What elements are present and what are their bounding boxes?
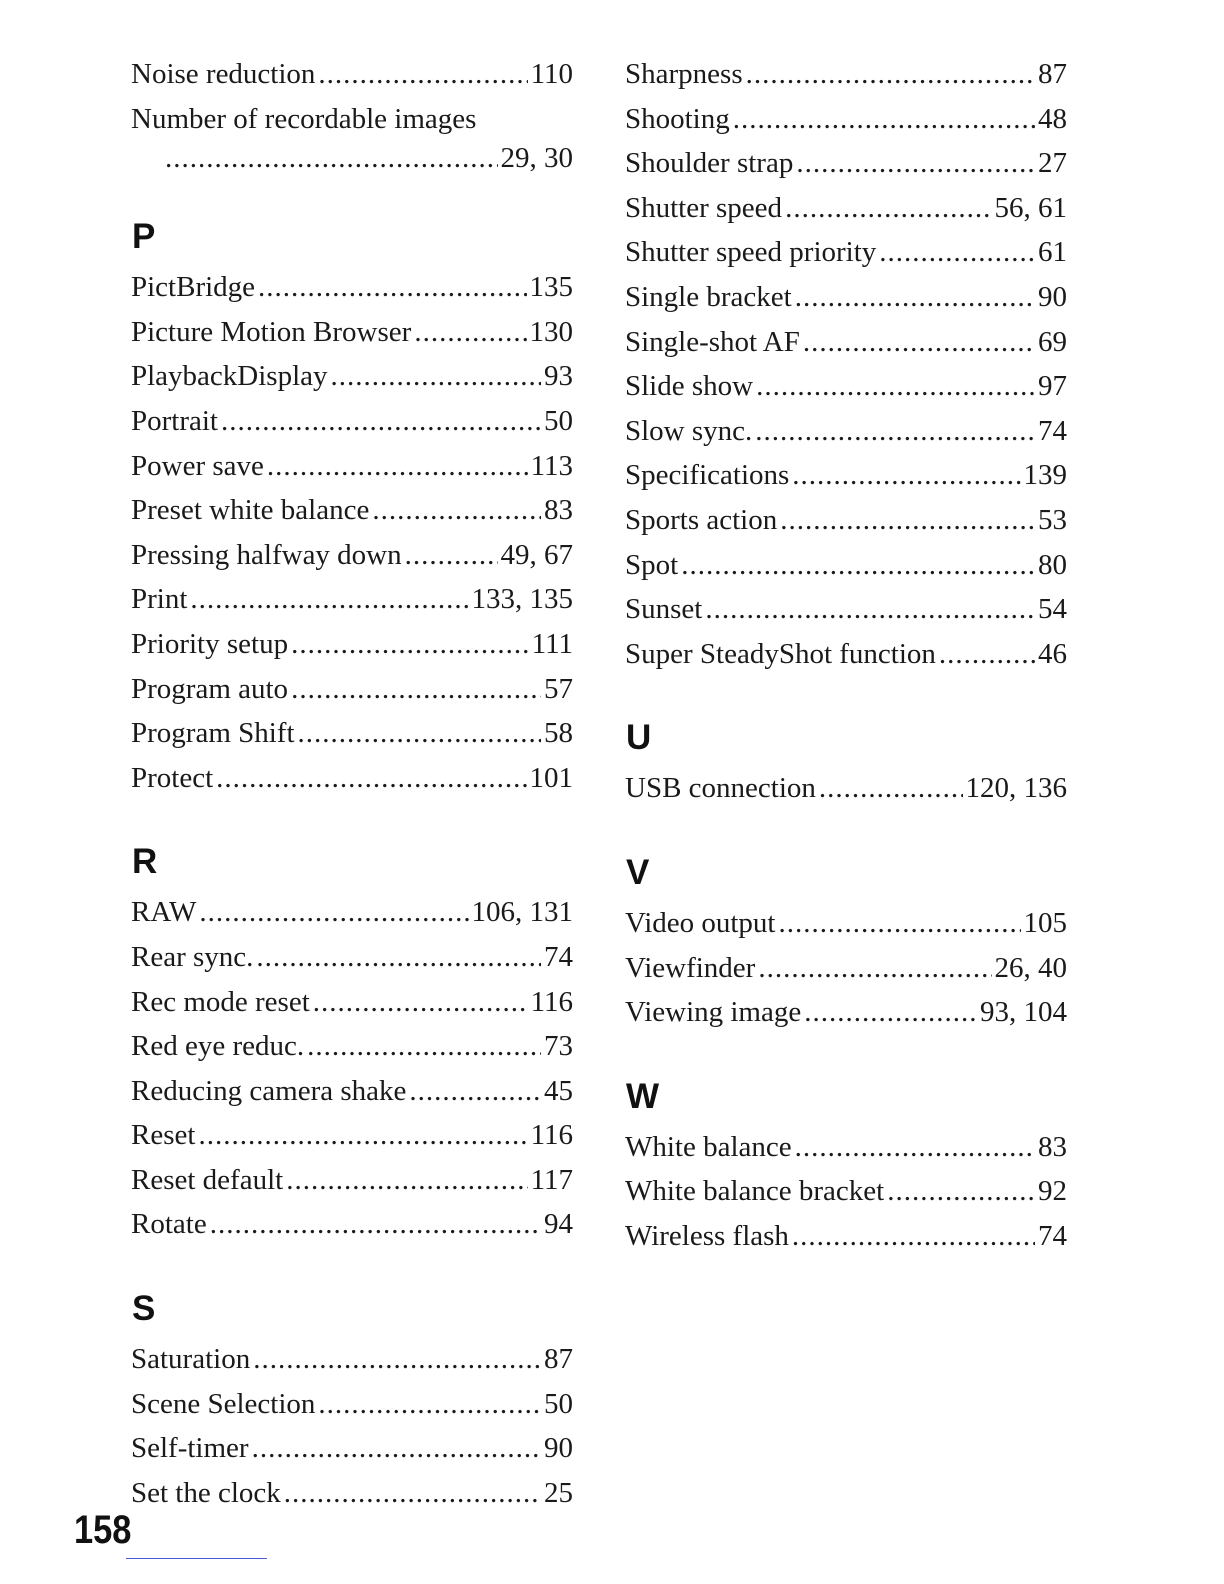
entry-page-ref: 56, 61 xyxy=(994,191,1067,224)
index-entry-slide-show xyxy=(625,364,1067,409)
entry-page-ref: 110 xyxy=(530,58,573,90)
entry-term: Single bracket xyxy=(625,280,792,313)
index-entry-program-auto xyxy=(131,667,573,712)
dot-leader xyxy=(879,230,1035,275)
index-entry-red-eye-reduc xyxy=(131,1024,573,1069)
dot-leader xyxy=(819,766,963,811)
index-entry-super-steadyshot-function xyxy=(625,632,1067,677)
page-number: 158 xyxy=(74,1508,132,1552)
entry-term: Rec mode reset xyxy=(131,985,310,1018)
entry-page-ref: 49, 67 xyxy=(500,538,573,571)
entry-term: White balance xyxy=(625,1130,792,1163)
entry-term: Saturation xyxy=(131,1343,251,1376)
index-entry-shooting xyxy=(625,97,1067,142)
dot-leader xyxy=(804,990,977,1035)
entry-term: Super SteadyShot function xyxy=(625,637,936,670)
entry-page-ref: 50 xyxy=(544,404,573,437)
index-column-right xyxy=(625,52,1067,1258)
index-entry-viewing-image xyxy=(625,990,1067,1035)
index-entry-picture-motion-browser xyxy=(131,310,573,355)
entry-term: USB connection xyxy=(625,772,816,805)
index-entry-rec-mode-reset xyxy=(131,980,573,1025)
index-section-continued xyxy=(625,52,1067,676)
entry-term: PictBridge xyxy=(131,271,256,304)
index-entry-usb-connection xyxy=(625,766,1067,811)
index-entry-program-shift xyxy=(131,711,573,756)
entry-term: Noise reduction xyxy=(131,58,316,90)
entry-term: Print xyxy=(131,583,188,616)
dot-leader xyxy=(414,310,526,355)
entry-term: Slide show xyxy=(625,370,754,403)
entry-term: Viewfinder xyxy=(625,951,756,984)
dot-leader xyxy=(792,1214,1035,1259)
index-entry-scene-selection xyxy=(131,1382,573,1427)
entry-term: Number of recordable images xyxy=(131,102,477,135)
dot-leader xyxy=(758,946,991,991)
index-entry-protect xyxy=(131,756,573,801)
index-entry-viewfinder xyxy=(625,946,1067,991)
section-letter: V xyxy=(626,852,650,892)
dot-leader xyxy=(253,1337,541,1382)
entry-page-ref: 97 xyxy=(1038,370,1067,403)
index-entry-slow-sync xyxy=(625,409,1067,454)
dot-leader xyxy=(252,1426,541,1471)
entry-term: RAW xyxy=(131,896,197,929)
entry-page-ref: 53 xyxy=(1038,503,1067,536)
entry-page-ref: 93, 104 xyxy=(980,996,1067,1029)
entry-term: Sports action xyxy=(625,503,778,536)
index-entry-preset-white-balance xyxy=(131,488,573,533)
dot-leader xyxy=(318,1382,541,1427)
dot-leader xyxy=(939,632,1035,677)
index-entry-saturation xyxy=(131,1337,573,1382)
index-section-w xyxy=(625,1073,1067,1259)
entry-page-ref: 111 xyxy=(531,627,573,660)
dot-leader xyxy=(165,141,498,175)
index-column-left xyxy=(131,52,573,1515)
dot-leader xyxy=(780,498,1035,543)
dot-leader xyxy=(795,275,1035,320)
entry-page-ref: 83 xyxy=(544,494,573,527)
entry-page-ref: 54 xyxy=(1038,593,1067,626)
entry-term: Shutter speed xyxy=(625,191,783,224)
dot-leader xyxy=(258,265,526,310)
index-entry-print xyxy=(131,577,573,622)
index-entry-pictbridge xyxy=(131,265,573,310)
index-entry-portrait xyxy=(131,399,573,444)
entry-page-ref: 57 xyxy=(544,672,573,705)
dot-leader xyxy=(291,667,541,712)
entry-term: Reset default xyxy=(131,1163,284,1196)
entry-term: Picture Motion Browser xyxy=(131,315,412,348)
entry-term: Specifications xyxy=(625,459,790,492)
section-letter: U xyxy=(626,718,652,758)
index-section-p xyxy=(131,213,573,800)
entry-page-ref: 27 xyxy=(1038,147,1067,180)
index-entry-set-the-clock xyxy=(131,1471,573,1516)
index-entry-rear-sync xyxy=(131,935,573,980)
entry-term: Reset xyxy=(131,1119,196,1152)
entry-term: Viewing image xyxy=(625,996,802,1029)
entry-term: Slow sync. xyxy=(625,414,753,447)
index-entry-sharpness xyxy=(625,52,1067,97)
dot-leader xyxy=(705,587,1035,632)
entry-page-ref: 135 xyxy=(529,271,573,304)
index-entry-shutter-speed-priority xyxy=(625,230,1067,275)
entry-page-ref: 105 xyxy=(1023,906,1067,939)
section-letter: P xyxy=(132,217,156,257)
entry-term: Sharpness xyxy=(625,58,743,90)
index-entry-specifications xyxy=(625,453,1067,498)
entry-term: Preset white balance xyxy=(131,494,370,527)
dot-leader xyxy=(307,1024,541,1069)
dot-leader xyxy=(779,901,1021,946)
entry-term: Shooting xyxy=(625,102,730,135)
dot-leader xyxy=(199,890,468,935)
index-entry-single-bracket xyxy=(625,275,1067,320)
index-entry-white-balance xyxy=(625,1125,1067,1170)
index-section-v xyxy=(625,849,1067,1035)
index-entry-shoulder-strap xyxy=(625,141,1067,186)
index-entry-white-balance-bracket xyxy=(625,1169,1067,1214)
entry-term: Program auto xyxy=(131,672,289,705)
entry-page-ref: 26, 40 xyxy=(994,951,1067,984)
entry-term: Self-timer xyxy=(131,1432,249,1465)
dot-leader xyxy=(221,399,541,444)
entry-page-ref: 117 xyxy=(530,1163,573,1196)
index-entry-noise-reduction xyxy=(131,52,573,97)
entry-page-ref: 93 xyxy=(544,360,573,393)
entry-page-ref: 45 xyxy=(544,1074,573,1107)
entry-page-ref: 120, 136 xyxy=(965,772,1067,805)
entry-page-ref: 106, 131 xyxy=(471,896,573,929)
entry-term: Sunset xyxy=(625,593,703,626)
entry-term: Shoulder strap xyxy=(625,147,794,180)
entry-page-ref: 61 xyxy=(1038,236,1067,269)
index-entry-video-output xyxy=(625,901,1067,946)
index-entry-number-of-recordable-images xyxy=(131,97,573,176)
dot-leader xyxy=(267,444,528,489)
dot-leader xyxy=(681,543,1035,588)
dot-leader xyxy=(756,364,1035,409)
dot-leader xyxy=(733,97,1035,142)
dot-leader xyxy=(210,1202,541,1247)
entry-page-ref: 90 xyxy=(1038,280,1067,313)
dot-leader xyxy=(795,1125,1035,1170)
index-entry-rotate xyxy=(131,1202,573,1247)
dot-leader xyxy=(256,935,541,980)
index-entry-priority-setup xyxy=(131,622,573,667)
index-section-r xyxy=(131,838,573,1247)
index-entry-raw xyxy=(131,890,573,935)
dot-leader xyxy=(284,1471,541,1516)
dot-leader xyxy=(190,577,468,622)
dot-leader xyxy=(198,1113,527,1158)
section-letter: W xyxy=(626,1076,660,1116)
index-entry-reducing-camera-shake xyxy=(131,1069,573,1114)
dot-leader xyxy=(313,980,528,1025)
index-entry-reset-default xyxy=(131,1158,573,1203)
dot-leader xyxy=(405,533,498,578)
entry-page-ref: 74 xyxy=(544,940,573,973)
dot-leader xyxy=(785,186,991,231)
entry-page-ref: 113 xyxy=(530,449,573,482)
dot-leader xyxy=(746,52,1035,97)
dot-leader xyxy=(286,1158,527,1203)
entry-term: Power save xyxy=(131,449,264,482)
entry-page-ref: 46 xyxy=(1038,637,1067,670)
dot-leader xyxy=(372,488,541,533)
entry-term: Set the clock xyxy=(131,1476,281,1509)
entry-term: Reducing camera shake xyxy=(131,1074,407,1107)
entry-page-ref: 80 xyxy=(1038,548,1067,581)
entry-term: Wireless flash xyxy=(625,1219,789,1252)
entry-page-ref: 48 xyxy=(1038,102,1067,135)
entry-page-ref: 87 xyxy=(544,1343,573,1376)
index-entry-self-timer xyxy=(131,1426,573,1471)
entry-term: Program Shift xyxy=(131,717,295,750)
footer-rule xyxy=(126,1558,267,1559)
entry-page-ref: 25 xyxy=(544,1476,573,1509)
entry-page-ref: 50 xyxy=(544,1387,573,1420)
index-entry-wireless-flash xyxy=(625,1214,1067,1259)
index-section-continued xyxy=(131,52,573,175)
dot-leader xyxy=(331,354,541,399)
entry-page-ref: 58 xyxy=(544,717,573,750)
dot-leader xyxy=(409,1069,541,1114)
entry-term: Pressing halfway down xyxy=(131,538,402,571)
entry-page-ref: 83 xyxy=(1038,1130,1067,1163)
dot-leader xyxy=(887,1169,1035,1214)
entry-page-ref: 101 xyxy=(529,761,573,794)
entry-page-ref: 29, 30 xyxy=(500,142,573,175)
entry-term: Scene Selection xyxy=(131,1387,316,1420)
index-entry-sunset xyxy=(625,587,1067,632)
section-letter: S xyxy=(132,1289,156,1329)
entry-term: Single-shot AF xyxy=(625,325,800,358)
index-section-u xyxy=(625,714,1067,811)
dot-leader xyxy=(291,622,529,667)
entry-page-ref: 116 xyxy=(530,985,573,1018)
entry-page-ref: 69 xyxy=(1038,325,1067,358)
index-entry-power-save xyxy=(131,444,573,489)
entry-page-ref: 139 xyxy=(1023,459,1067,492)
index-section-s xyxy=(131,1285,573,1515)
entry-term: Protect xyxy=(131,761,214,794)
index-entry-playbackdisplay xyxy=(131,354,573,399)
entry-term: Rear sync. xyxy=(131,940,254,973)
entry-term: White balance bracket xyxy=(625,1175,885,1208)
entry-term: Portrait xyxy=(131,404,218,437)
entry-page-ref: 130 xyxy=(529,315,573,348)
entry-term: Video output xyxy=(625,906,776,939)
entry-page-ref: 116 xyxy=(530,1119,573,1152)
dot-leader xyxy=(298,711,541,756)
dot-leader xyxy=(755,409,1035,454)
entry-page-ref: 90 xyxy=(544,1432,573,1465)
entry-continuation xyxy=(131,141,573,175)
entry-term: Red eye reduc. xyxy=(131,1030,305,1063)
dot-leader xyxy=(318,52,527,97)
entry-term: PlaybackDisplay xyxy=(131,360,328,393)
entry-page-ref: 74 xyxy=(1038,1219,1067,1252)
index-entry-pressing-halfway-down xyxy=(131,533,573,578)
dot-leader xyxy=(803,320,1035,365)
entry-page-ref: 73 xyxy=(544,1030,573,1063)
index-entry-shutter-speed xyxy=(625,186,1067,231)
section-letter: R xyxy=(132,842,158,882)
index-entry-reset xyxy=(131,1113,573,1158)
index-entry-spot xyxy=(625,543,1067,588)
entry-page-ref: 92 xyxy=(1038,1175,1067,1208)
entry-page-ref: 133, 135 xyxy=(471,583,573,616)
dot-leader xyxy=(216,756,526,801)
entry-term: Spot xyxy=(625,548,679,581)
entry-page-ref: 94 xyxy=(544,1208,573,1241)
entry-page-ref: 87 xyxy=(1038,58,1067,90)
dot-leader xyxy=(796,141,1035,186)
index-entry-single-shot-af xyxy=(625,320,1067,365)
entry-page-ref: 74 xyxy=(1038,414,1067,447)
entry-term: Priority setup xyxy=(131,627,289,660)
index-entry-sports-action xyxy=(625,498,1067,543)
entry-term: Shutter speed priority xyxy=(625,236,877,269)
entry-term: Rotate xyxy=(131,1208,207,1241)
dot-leader xyxy=(792,453,1020,498)
